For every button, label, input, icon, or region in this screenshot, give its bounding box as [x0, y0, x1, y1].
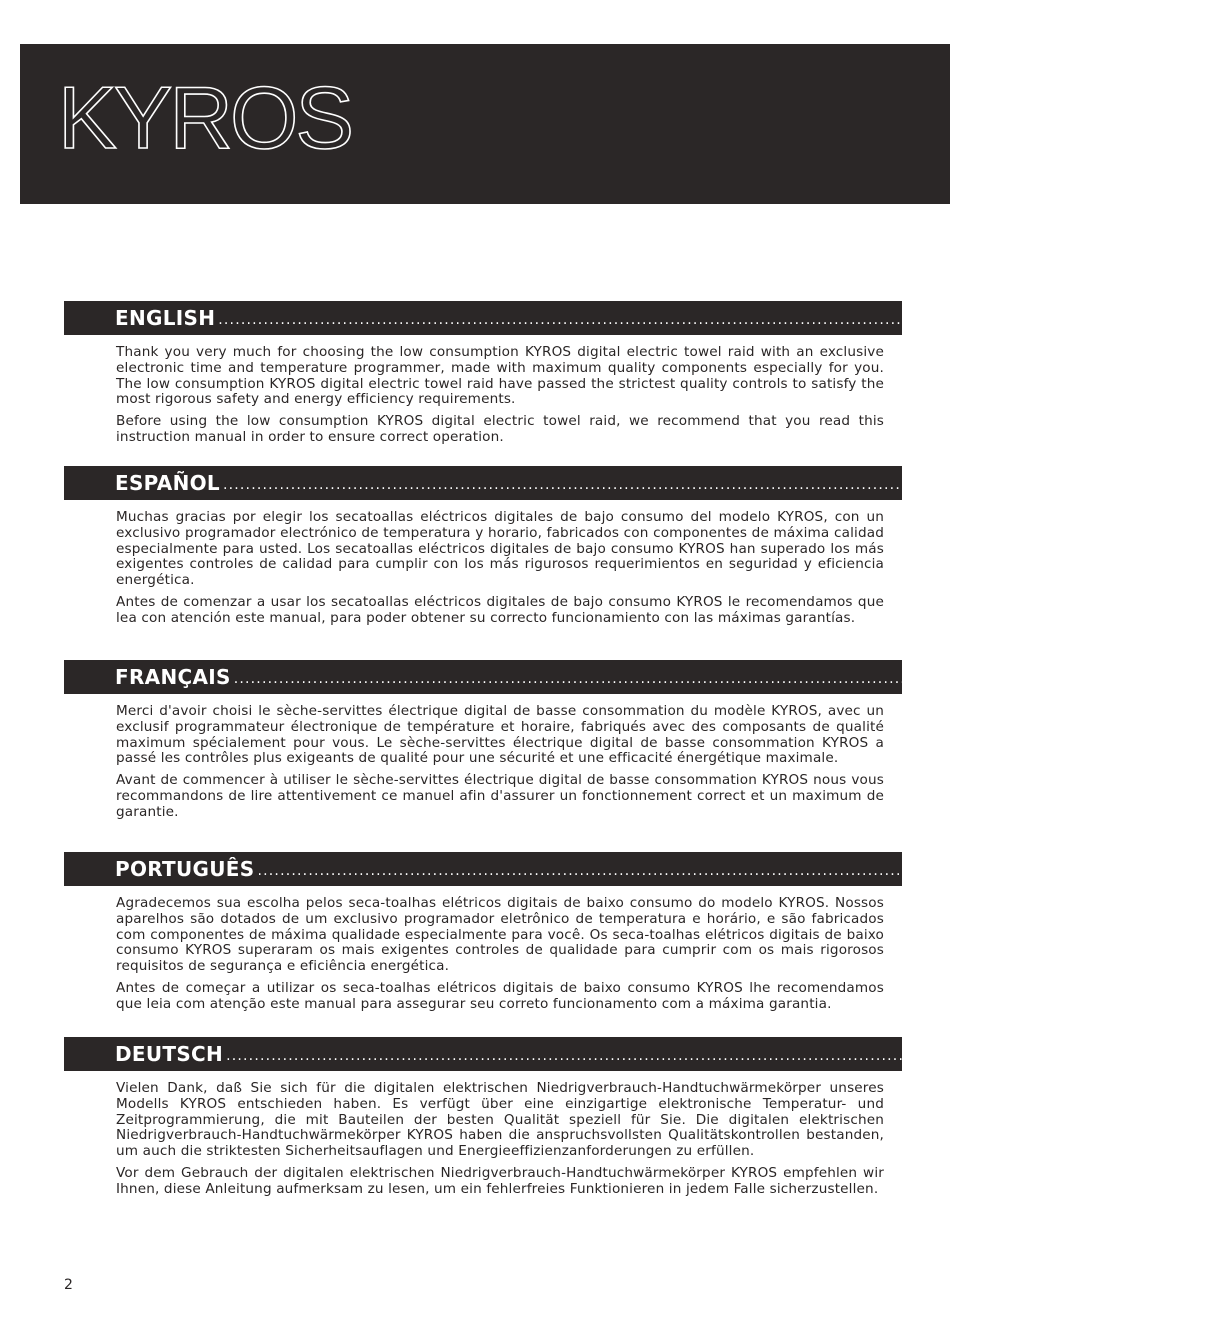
section-page-number: 3	[1141, 306, 1155, 330]
section-deutsch	[64, 1037, 1176, 1204]
paragraph: Vielen Dank, daß Sie sich für die digitalen elektrischen Niedrigverbrauch-Handtuchwärmekörper unseres Modells KYROS entschieden haben. Es verfügt über eine einzigartige elektronische Temperatur- und Zeitprogrammierung, die mit Bauteilen der besten Qualität speziell für Sie. Die digitalen elektrischen Niedrigverbrauch-Handtuchwärmekörper KYROS haben die anspruchsvollsten Qualitätskontrollen bestanden, um auch die striktesten Sicherheitsauflagen und Energieeffizienzanforderungen zu erfüllen.	[116, 1080, 884, 1160]
section-language: FRANÇAIS	[115, 665, 231, 689]
section-body	[64, 500, 902, 627]
section-header[interactable]	[64, 852, 1207, 886]
paragraph: Thank you very much for choosing the low consumption KYROS digital electric towel raid with an exclusive electronic time and temperature programmer, made with maximum quality components especially for you. The low consumption KYROS digital electric towel raid have passed the strictest quality controls to satisfy the most rigorous safety and energy efficiency requirements.	[116, 344, 884, 408]
paragraph: Merci d'avoir choisi le sèche-servittes électrique digital de basse consommation du modèle KYROS, avec un exclusif programmateur électronique de température et horaire, fabriqués avec des composants de qualité maximum spécialement pour vous. Le sèche-servittes électrique digital de basse consommation KYROS a passé les contrôles plus exigeants de qualité pour une sécurité et une efficacité énergétique maximale.	[116, 703, 884, 767]
paragraph: Before using the low consumption KYROS digital electric towel raid, we recommend that you read this instruction manual in order to ensure correct operation.	[116, 413, 884, 445]
section-body	[64, 886, 902, 1013]
section-header[interactable]	[64, 301, 1155, 335]
section-francais	[64, 660, 1183, 827]
section-header[interactable]	[64, 1037, 1176, 1071]
dot-leader: ...................................................................................................................................................................	[226, 1048, 1148, 1064]
section-language: PORTUGUÊS	[115, 857, 255, 881]
dot-leader: ...................................................................................................................................................................	[222, 477, 1144, 493]
paragraph: Antes de comenzar a usar los secatoallas eléctricos digitales de bajo consumo KYROS le recomendamos que lea con atención este manual, para poder obtener su correcto funcionamiento con las máximas garantías.	[116, 593, 884, 626]
paragraph: Vor dem Gebrauch der digitalen elektrischen Niedrigverbrauch-Handtuchwärmekörper KYROS empfehlen wir Ihnen, diese Anleitung aufmerksam zu lesen, um ein fehlerfreies Funktionieren in jedem Falle sicherzustellen.	[116, 1164, 884, 1197]
dot-leader: ...................................................................................................................................................................	[218, 312, 1140, 328]
section-english	[64, 301, 1155, 452]
paragraph: Muchas gracias por elegir los secatoallas eléctricos digitales de bajo consumo del modelo KYROS, con un exclusivo programador electrónico de temperatura y horario, fabricados con componentes de máxima calidad especialmente para usted. Los secatoallas eléctricos digitales de bajo consumo KYROS han superado los más exigentes controles de calidad para cumplir con los más rigurosos requerimientos en seguridad y eficiencia energética.	[116, 509, 884, 589]
document-title: KYROS	[58, 68, 352, 167]
section-page-number: 31	[1156, 665, 1183, 689]
section-page-number: 17	[1145, 471, 1172, 495]
section-page-number: 45	[1180, 857, 1207, 881]
paragraph: Avant de commencer à utiliser le sèche-servittes électrique digital de basse consommation KYROS nous vous recommandons de lire attentivement ce manuel afin d'assurer un fonctionnement correct et un maximum de garantie.	[116, 772, 884, 820]
section-language: DEUTSCH	[115, 1042, 224, 1066]
section-language: ESPAÑOL	[115, 471, 220, 495]
section-body	[64, 335, 902, 446]
paragraph: Antes de começar a utilizar os seca-toalhas elétricos digitais de baixo consumo KYROS lhe recomendamos que leia com atenção este manual para assegurar seu correto funcionamento com a máxima garantia.	[116, 979, 884, 1012]
section-body	[64, 694, 902, 821]
dot-leader: ...................................................................................................................................................................	[233, 671, 1155, 687]
dot-leader: ...................................................................................................................................................................	[257, 863, 1179, 879]
section-portugues	[64, 852, 1207, 1019]
section-header[interactable]	[64, 660, 1183, 694]
section-language: ENGLISH	[115, 306, 216, 330]
section-header[interactable]	[64, 466, 1172, 500]
section-page-number: 59	[1149, 1042, 1176, 1066]
footer-page-number: 2	[64, 1277, 73, 1293]
section-body	[64, 1071, 902, 1198]
paragraph: Agradecemos sua escolha pelos seca-toalhas elétricos digitais de baixo consumo do modelo KYROS. Nossos aparelhos são dotados de um exclusivo programador eletrônico de temperatura e horário, e são fabricados com componentes de máxima qualidade especialmente para você. Os seca-toalhas elétricos digitais de baixo consumo KYROS superaram os mais exigentes controles de qualidade para cumprir com os mais rigorosos requisitos de segurança e eficiência energética.	[116, 895, 884, 975]
section-espanol	[64, 466, 1172, 633]
